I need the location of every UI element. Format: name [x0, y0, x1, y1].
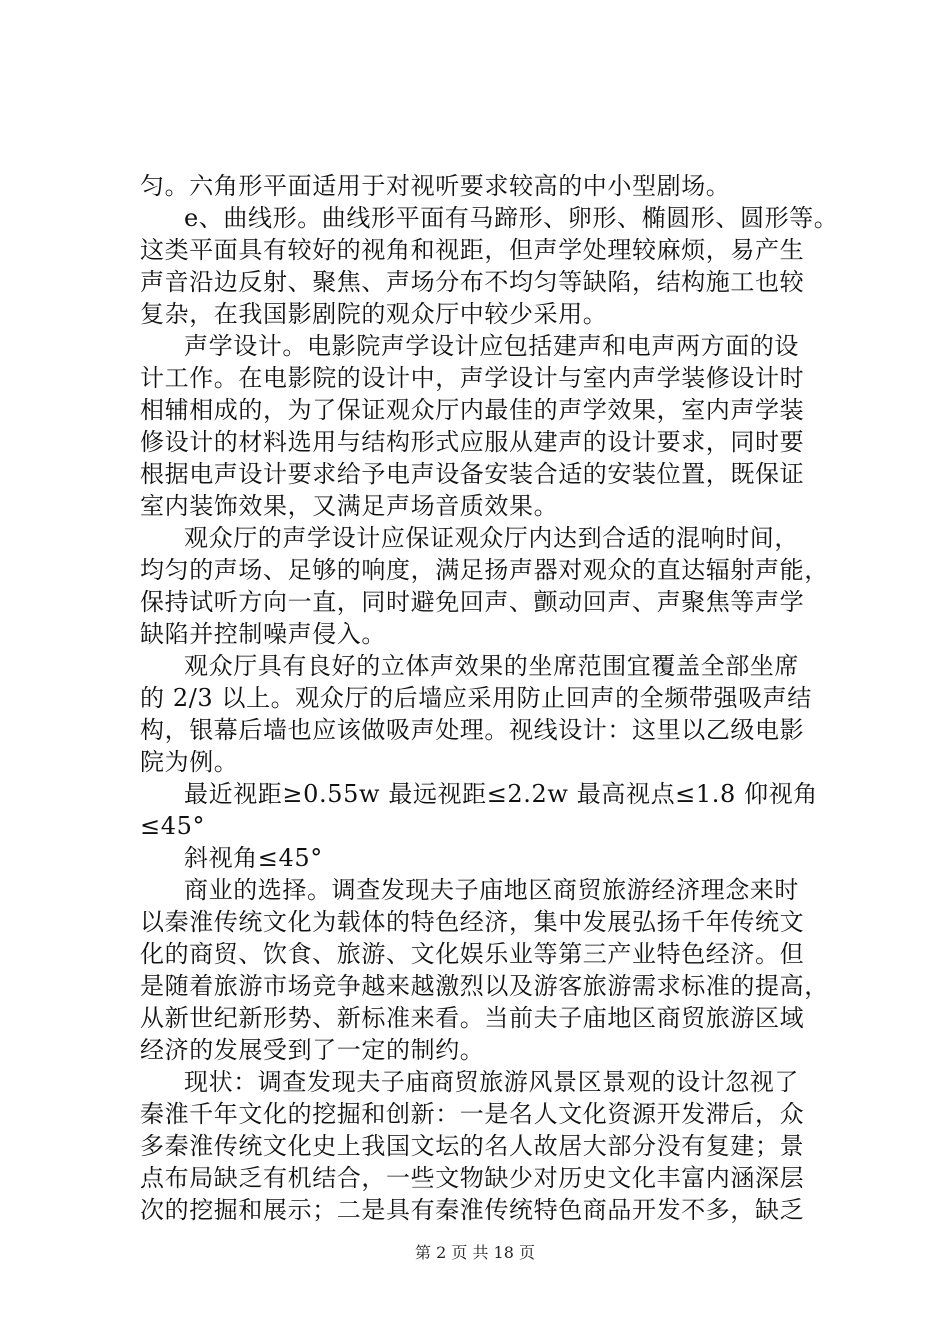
text-line: 经济的发展受到了一定的制约。 — [140, 1036, 485, 1064]
text-line: 现状：调查发现夫子庙商贸旅游风景区景观的设计忽视了 — [184, 1068, 799, 1096]
text-line: 从新世纪新形势、新标准来看。当前夫子庙地区商贸旅游区域 — [140, 1004, 805, 1032]
text-line: 这类平面具有较好的视角和视距，但声学处理较麻烦，易产生 — [140, 236, 805, 264]
text-line: 计工作。在电影院的设计中，声学设计与室内声学装修设计时 — [140, 364, 805, 392]
text-line: 观众厅具有良好的立体声效果的坐席范围宜覆盖全部坐席 — [184, 652, 799, 680]
text-line: 斜视角≤45° — [184, 844, 323, 872]
text-line: e、曲线形。曲线形平面有马蹄形、卵形、椭圆形、圆形等。 — [184, 204, 839, 232]
text-line: 根据电声设计要求给予电声设备安装合适的安装位置，既保证 — [140, 460, 805, 488]
text-line: 缺陷并控制噪声侵入。 — [140, 620, 386, 648]
document-body — [140, 170, 840, 1226]
text-line: 次的挖掘和展示；二是具有秦淮传统特色商品开发不多，缺乏 — [140, 1196, 805, 1224]
text-line: 商业的选择。调查发现夫子庙地区商贸旅游经济理念来时 — [184, 876, 799, 904]
text-line: 以秦淮传统文化为载体的特色经济，集中发展弘扬千年传统文 — [140, 908, 805, 936]
page-footer: 第 2 页 共 18 页 — [415, 1243, 535, 1262]
text-line: 化的商贸、饮食、旅游、文化娱乐业等第三产业特色经济。但 — [140, 940, 805, 968]
text-line: 相辅相成的，为了保证观众厅内最佳的声学效果，室内声学装 — [140, 396, 805, 424]
text-line: 是随着旅游市场竞争越来越激烈以及游客旅游需求标准的提高， — [140, 972, 829, 1000]
text-line: 观众厅的声学设计应保证观众厅内达到合适的混响时间， — [184, 524, 799, 552]
text-line: 的 2/3 以上。观众厅的后墙应采用防止回声的全频带强吸声结 — [140, 684, 812, 712]
text-line: 多秦淮传统文化史上我国文坛的名人故居大部分没有复建；景 — [140, 1132, 805, 1160]
text-line: 匀。六角形平面适用于对视听要求较高的中小型剧场。 — [140, 172, 731, 200]
text-line: 均匀的声场、足够的响度，满足扬声器对观众的直达辐射声能， — [140, 556, 829, 584]
text-line: 秦淮千年文化的挖掘和创新：一是名人文化资源开发滞后，众 — [140, 1100, 805, 1128]
text-line: 最近视距≥0.55w 最远视距≤2.2w 最高视点≤1.8 仰视角 — [184, 780, 818, 808]
text-line: 院为例。 — [140, 748, 239, 776]
text-line: 点布局缺乏有机结合，一些文物缺少对历史文化丰富内涵深层 — [140, 1164, 805, 1192]
text-line: 修设计的材料选用与结构形式应服从建声的设计要求，同时要 — [140, 428, 805, 456]
text-line: ≤45° — [140, 812, 206, 840]
text-line: 室内装饰效果，又满足声场音质效果。 — [140, 492, 559, 520]
text-line: 复杂，在我国影剧院的观众厅中较少采用。 — [140, 300, 608, 328]
text-line: 声学设计。电影院声学设计应包括建声和电声两方面的设 — [184, 332, 799, 360]
text-line: 构，银幕后墙也应该做吸声处理。视线设计：这里以乙级电影 — [140, 716, 805, 744]
text-line: 声音沿边反射、聚焦、声场分布不均匀等缺陷，结构施工也较 — [140, 268, 805, 296]
text-line: 保持试听方向一直，同时避免回声、颤动回声、声聚焦等声学 — [140, 588, 805, 616]
